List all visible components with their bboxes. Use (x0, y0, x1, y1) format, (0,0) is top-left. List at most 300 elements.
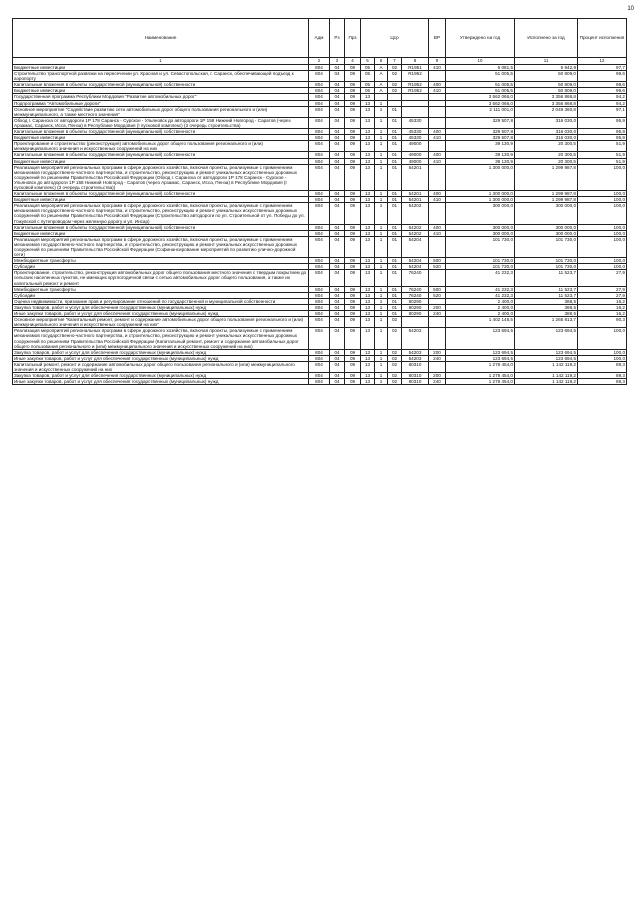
column-number: 9 (429, 58, 446, 65)
cell-csr-subprogram: 1 (375, 236, 388, 257)
cell-prz: 09 (345, 373, 361, 379)
cell-approved: 329 507,8 (446, 129, 515, 135)
cell-csr-event: 02 (388, 373, 402, 379)
cell-csr-program: 05 (361, 71, 375, 82)
cell-csr-program: 13 (361, 129, 375, 135)
cell-executed: 300 000,0 (515, 203, 578, 224)
cell-percent: 94,2 (578, 94, 627, 100)
cell-adm: 804 (309, 203, 330, 224)
cell-csr-program: 05 (361, 82, 375, 88)
cell-approved: 39 130,9 (446, 152, 515, 158)
cell-vr: 400 (429, 129, 446, 135)
cell-name: Подпрограмма "Автомобильные дороги" (13, 100, 309, 106)
cell-vr (429, 106, 446, 117)
cell-csr-subprogram: 1 (375, 224, 388, 230)
header-percent: Процент исполнения (578, 19, 627, 58)
cell-name: Бюджетные инвестиции (13, 88, 309, 94)
table-body (13, 65, 627, 385)
cell-csr-program: 13 (361, 230, 375, 236)
cell-csr-subprogram: 1 (375, 117, 388, 128)
cell-rz: 04 (330, 117, 345, 128)
cell-csr-event: 01 (388, 141, 402, 152)
cell-adm: 804 (309, 71, 330, 82)
cell-executed: 1 299 987,8 (515, 191, 578, 197)
cell-name: Закупка товаров, работ и услуг для обеспечения государственных (муниципальных) нужд (13, 304, 309, 310)
cell-csr-subprogram: 1 (375, 135, 388, 141)
cell-csr-subprogram: 1 (375, 317, 388, 328)
table-row (13, 270, 627, 286)
cell-percent: 100,0 (578, 349, 627, 355)
column-number: 10 (446, 58, 515, 65)
cell-csr-subprogram: 1 (375, 100, 388, 106)
cell-csr-program: 13 (361, 197, 375, 203)
cell-csr-event: 02 (388, 82, 402, 88)
table-row (13, 361, 627, 372)
cell-prz: 09 (345, 141, 361, 152)
cell-csr-direction: 80290 (402, 311, 429, 317)
cell-percent: 51,9 (578, 152, 627, 158)
cell-csr-program: 13 (361, 264, 375, 270)
cell-percent: 100,0 (578, 230, 627, 236)
cell-rz: 04 (330, 197, 345, 203)
cell-rz: 04 (330, 94, 345, 100)
cell-vr (429, 270, 446, 286)
cell-csr-subprogram: А (375, 82, 388, 88)
column-number-row (13, 58, 627, 65)
cell-vr (429, 117, 446, 128)
cell-approved: 1 402 148,5 (446, 317, 515, 328)
cell-csr-event: 01 (388, 258, 402, 264)
cell-csr-program: 13 (361, 203, 375, 224)
cell-csr-subprogram: 1 (375, 152, 388, 158)
cell-vr: 410 (429, 230, 446, 236)
cell-executed: 50 809,0 (515, 71, 578, 82)
table-row (13, 164, 627, 190)
cell-rz: 04 (330, 82, 345, 88)
cell-vr: 520 (429, 264, 446, 270)
cell-approved: 3 562 066,0 (446, 100, 515, 106)
cell-executed: 11 523,7 (515, 270, 578, 286)
cell-csr-subprogram: А (375, 71, 388, 82)
cell-approved: 51 005,5 (446, 88, 515, 94)
cell-executed: 3 356 868,8 (515, 100, 578, 106)
header-vr: ВР (429, 19, 446, 58)
column-number: 2 (309, 58, 330, 65)
cell-executed: 11 523,7 (515, 292, 578, 298)
cell-executed: 123 694,5 (515, 328, 578, 349)
cell-percent: 51,9 (578, 158, 627, 164)
cell-rz: 04 (330, 304, 345, 310)
cell-prz: 09 (345, 129, 361, 135)
cell-executed: 1 142 119,2 (515, 361, 578, 372)
cell-name: Проектирование и строительство (реконструкция) автомобильных дорог общего пользования регионального и (или) межмуниципального значения и искусственных сооружений на них (13, 141, 309, 152)
cell-percent: 16,2 (578, 311, 627, 317)
cell-csr-program: 13 (361, 355, 375, 361)
cell-prz: 09 (345, 191, 361, 197)
cell-name: Межбюджетные трансферты (13, 286, 309, 292)
column-number: 8 (402, 58, 429, 65)
cell-name: Закупка товаров, работ и услуг для обеспечения государственных (муниципальных) нужд (13, 349, 309, 355)
cell-adm: 804 (309, 317, 330, 328)
cell-csr-subprogram: 1 (375, 106, 388, 117)
cell-csr-subprogram: 1 (375, 292, 388, 298)
cell-vr (429, 328, 446, 349)
cell-adm: 804 (309, 82, 330, 88)
cell-csr-subprogram: 1 (375, 373, 388, 379)
cell-approved: 3 562 066,0 (446, 94, 515, 100)
cell-name: Капитальные вложения в объекты государственной (муниципальной) собственности (13, 152, 309, 158)
cell-adm: 804 (309, 191, 330, 197)
cell-vr: 200 (429, 349, 446, 355)
cell-adm: 804 (309, 158, 330, 164)
cell-name: Субсидии (13, 292, 309, 298)
cell-csr-subprogram: 1 (375, 129, 388, 135)
cell-csr-direction: 54201 (402, 197, 429, 203)
cell-prz: 09 (345, 94, 361, 100)
cell-name: Строительство транспортной развязки на пересечении ул. Красная и ул. Севастопольская, г. Саранск, обеспечивающей подъезд к аэропорту (13, 71, 309, 82)
cell-csr-direction: 54202 (402, 203, 429, 224)
column-number: 12 (578, 58, 627, 65)
cell-vr: 410 (429, 158, 446, 164)
cell-adm: 804 (309, 135, 330, 141)
cell-approved: 101 730,0 (446, 258, 515, 264)
cell-approved: 1 300 000,0 (446, 191, 515, 197)
cell-prz: 09 (345, 158, 361, 164)
column-number: 4 (345, 58, 361, 65)
cell-prz: 09 (345, 164, 361, 190)
cell-rz: 04 (330, 203, 345, 224)
cell-csr-program: 05 (361, 65, 375, 71)
cell-vr: 500 (429, 258, 446, 264)
cell-approved: 51 005,5 (446, 82, 515, 88)
cell-rz: 04 (330, 311, 345, 317)
cell-rz: 04 (330, 152, 345, 158)
cell-rz: 04 (330, 88, 345, 94)
cell-name: Реализация мероприятий региональных программ в сфере дорожного хозяйства, включая проекты, реализуемые с применением механизмов государственно-частного партнерства, и строительство, реконструкцию и ремонт уникальных искусственных дорожных сооружений по решениям Правительства Российской Федерации (Строительство автодороги по ул. Строительной от ул. Победы до ул. Гожувской с путепроводом через железную дорогу и ул. Инсар) (13, 203, 309, 224)
cell-adm: 804 (309, 270, 330, 286)
cell-percent: 100,0 (578, 328, 627, 349)
cell-vr (429, 361, 446, 372)
cell-csr-event: 01 (388, 236, 402, 257)
cell-rz: 04 (330, 373, 345, 379)
cell-executed: 101 730,0 (515, 258, 578, 264)
cell-executed: 1 142 119,2 (515, 379, 578, 385)
cell-executed: 5 942,9 (515, 65, 578, 71)
cell-adm: 804 (309, 292, 330, 298)
cell-percent: 89,3 (578, 361, 627, 372)
cell-prz: 09 (345, 328, 361, 349)
cell-rz: 04 (330, 270, 345, 286)
cell-csr-subprogram: 1 (375, 164, 388, 190)
cell-rz: 04 (330, 258, 345, 264)
cell-csr-event: 02 (388, 349, 402, 355)
cell-csr-direction: 45330 (402, 129, 429, 135)
header-prz: Прз (345, 19, 361, 58)
cell-rz: 04 (330, 129, 345, 135)
cell-csr-event: 01 (388, 264, 402, 270)
cell-name: Бюджетные инвестиции (13, 158, 309, 164)
cell-csr-program: 13 (361, 361, 375, 372)
cell-csr-direction: 49000 (402, 152, 429, 158)
cell-adm: 804 (309, 311, 330, 317)
cell-percent: 100,0 (578, 197, 627, 203)
header-csr: Цср (361, 19, 429, 58)
cell-executed: 1 299 987,8 (515, 197, 578, 203)
cell-csr-program: 13 (361, 106, 375, 117)
header-name: Наименование (13, 19, 309, 58)
cell-prz: 09 (345, 292, 361, 298)
cell-approved: 101 730,0 (446, 264, 515, 270)
cell-csr-program: 13 (361, 135, 375, 141)
cell-name: Бюджетные инвестиции (13, 135, 309, 141)
cell-adm: 804 (309, 141, 330, 152)
cell-csr-program: 13 (361, 317, 375, 328)
cell-executed: 3 356 868,8 (515, 94, 578, 100)
cell-csr-event: 01 (388, 197, 402, 203)
cell-approved: 2 400,0 (446, 311, 515, 317)
cell-csr-direction: 54204 (402, 258, 429, 264)
cell-executed: 123 694,5 (515, 349, 578, 355)
cell-approved: 39 130,9 (446, 158, 515, 164)
cell-prz: 09 (345, 203, 361, 224)
cell-name: Государственная программа Республики Мордовия "Развитие автомобильных дорог" (13, 94, 309, 100)
cell-csr-program: 13 (361, 292, 375, 298)
cell-csr-direction: 80310 (402, 361, 429, 372)
cell-name: Иные закупки товаров, работ и услуг для обеспечения государственных (муниципальных) нужд (13, 311, 309, 317)
cell-approved: 51 005,5 (446, 71, 515, 82)
table-row (13, 317, 627, 328)
cell-name: Капитальные вложения в объекты государственной (муниципальной) собственности (13, 191, 309, 197)
cell-prz: 09 (345, 349, 361, 355)
cell-percent: 100,0 (578, 224, 627, 230)
cell-rz: 04 (330, 328, 345, 349)
cell-csr-event: 02 (388, 88, 402, 94)
cell-executed: 2 049 360,8 (515, 106, 578, 117)
header-approved: Утверждено на год (446, 19, 515, 58)
header-executed: Исполнено за год (515, 19, 578, 58)
cell-csr-event: 01 (388, 298, 402, 304)
cell-adm: 804 (309, 304, 330, 310)
cell-csr-direction: R1952 (402, 88, 429, 94)
cell-prz: 09 (345, 304, 361, 310)
cell-approved: 41 232,3 (446, 292, 515, 298)
cell-approved: 300 000,0 (446, 203, 515, 224)
cell-rz: 04 (330, 292, 345, 298)
cell-approved: 2 111 001,0 (446, 106, 515, 117)
cell-percent: 90,3 (578, 317, 627, 328)
cell-csr-program: 13 (361, 311, 375, 317)
cell-executed: 101 730,0 (515, 236, 578, 257)
cell-prz: 09 (345, 224, 361, 230)
cell-prz: 09 (345, 117, 361, 128)
cell-rz: 04 (330, 135, 345, 141)
cell-percent: 99,6 (578, 71, 627, 82)
cell-prz: 09 (345, 317, 361, 328)
cell-approved: 123 694,5 (446, 349, 515, 355)
cell-csr-event: 02 (388, 65, 402, 71)
cell-percent: 97,7 (578, 65, 627, 71)
cell-name: Межбюджетные трансферты (13, 258, 309, 264)
cell-rz: 04 (330, 158, 345, 164)
cell-vr (429, 164, 446, 190)
cell-csr-direction: 45330 (402, 117, 429, 128)
cell-rz: 04 (330, 286, 345, 292)
cell-vr: 200 (429, 304, 446, 310)
cell-vr (429, 71, 446, 82)
cell-approved: 41 232,3 (446, 286, 515, 292)
cell-prz: 09 (345, 258, 361, 264)
cell-name: Оценка недвижимости, признание прав и регулирование отношений по государственной и муниципальной собственности (13, 298, 309, 304)
cell-csr-direction: 54203 (402, 349, 429, 355)
cell-percent: 99,6 (578, 88, 627, 94)
cell-vr (429, 317, 446, 328)
page-number: 10 (627, 6, 634, 12)
cell-approved: 123 694,5 (446, 355, 515, 361)
cell-rz: 04 (330, 264, 345, 270)
cell-csr-subprogram: 1 (375, 264, 388, 270)
cell-rz: 04 (330, 361, 345, 372)
cell-csr-program: 13 (361, 304, 375, 310)
cell-csr-direction: 76240 (402, 270, 429, 286)
cell-adm: 804 (309, 224, 330, 230)
cell-csr-program: 13 (361, 164, 375, 190)
cell-csr-program: 13 (361, 152, 375, 158)
cell-csr-subprogram: 1 (375, 258, 388, 264)
table-row (13, 236, 627, 257)
table-row (13, 71, 627, 82)
cell-csr-event: 01 (388, 135, 402, 141)
cell-prz: 09 (345, 286, 361, 292)
cell-approved: 2 400,0 (446, 298, 515, 304)
cell-name: Проектирование, строительство, реконструкция автомобильных дорог общего пользования местного значения с твердым покрытием до сельских населенных пунктов, не имеющих круглогодичной связи с сетью автомобильных дорог общего пользования, а также их капитальный ремонт и ремонт (13, 270, 309, 286)
cell-name: Реализация мероприятий региональных программ в сфере дорожного хозяйства, включая проекты, реализуемые с применением механизмов государственно-частного партнерства, и строительство, реконструкцию и ремонт уникальных искусственных дорожных сооружений по решениям Правительства Российской Федерации (Софинансирование мероприятий по развитию улично-дорожной сети) (13, 236, 309, 257)
cell-csr-subprogram: 1 (375, 379, 388, 385)
cell-csr-event: 01 (388, 270, 402, 286)
cell-executed: 300 000,0 (515, 230, 578, 236)
cell-csr-direction: R1952 (402, 71, 429, 82)
cell-csr-event: 01 (388, 129, 402, 135)
cell-prz: 09 (345, 88, 361, 94)
table-row (13, 203, 627, 224)
cell-executed: 300 000,0 (515, 224, 578, 230)
cell-percent: 27,9 (578, 286, 627, 292)
cell-csr-program: 13 (361, 258, 375, 264)
cell-rz: 04 (330, 236, 345, 257)
cell-rz: 04 (330, 65, 345, 71)
cell-rz: 04 (330, 100, 345, 106)
cell-adm: 804 (309, 100, 330, 106)
cell-csr-event: 01 (388, 286, 402, 292)
cell-percent: 100,0 (578, 164, 627, 190)
cell-csr-event: 01 (388, 191, 402, 197)
cell-approved: 39 130,9 (446, 141, 515, 152)
cell-adm: 804 (309, 361, 330, 372)
cell-csr-subprogram: 1 (375, 230, 388, 236)
cell-csr-subprogram: 1 (375, 328, 388, 349)
cell-prz: 09 (345, 230, 361, 236)
cell-adm: 804 (309, 88, 330, 94)
cell-csr-direction: 54202 (402, 230, 429, 236)
column-number: 5 (361, 58, 375, 65)
cell-vr: 410 (429, 197, 446, 203)
cell-csr-program: 13 (361, 141, 375, 152)
cell-csr-subprogram: 1 (375, 304, 388, 310)
cell-name: Иные закупки товаров, работ и услуг для обеспечения государственных (муниципальных) нужд (13, 379, 309, 385)
cell-csr-direction: 49000 (402, 141, 429, 152)
table-row (13, 106, 627, 117)
cell-csr-program: 13 (361, 328, 375, 349)
cell-executed: 1 265 813,7 (515, 317, 578, 328)
cell-executed: 50 809,0 (515, 88, 578, 94)
cell-csr-program: 13 (361, 298, 375, 304)
cell-executed: 20 300,5 (515, 158, 578, 164)
cell-csr-subprogram: 1 (375, 141, 388, 152)
cell-percent: 89,3 (578, 379, 627, 385)
cell-csr-event: 01 (388, 292, 402, 298)
cell-approved: 1 300 000,0 (446, 164, 515, 190)
cell-csr-program: 13 (361, 117, 375, 128)
column-number: 1 (13, 58, 309, 65)
cell-adm: 804 (309, 129, 330, 135)
cell-rz: 04 (330, 355, 345, 361)
cell-rz: 04 (330, 164, 345, 190)
cell-prz: 09 (345, 236, 361, 257)
cell-vr: 200 (429, 373, 446, 379)
cell-csr-direction: 54203 (402, 328, 429, 349)
cell-approved: 300 000,0 (446, 230, 515, 236)
cell-csr-subprogram: 1 (375, 286, 388, 292)
cell-adm: 804 (309, 164, 330, 190)
table-row (13, 141, 627, 152)
cell-approved: 1 278 454,0 (446, 379, 515, 385)
cell-executed: 101 730,0 (515, 264, 578, 270)
cell-executed: 1 142 119,2 (515, 373, 578, 379)
cell-percent: 95,9 (578, 129, 627, 135)
cell-name: Основное мероприятие "Капитальный ремонт, ремонт и содержание автомобильных дорог общего пользования регионального и (или) межмуниципального значения и искусственных сооружений на них" (13, 317, 309, 328)
cell-percent: 51,9 (578, 141, 627, 152)
cell-adm: 804 (309, 117, 330, 128)
table-row (13, 117, 627, 128)
cell-rz: 04 (330, 349, 345, 355)
cell-adm: 804 (309, 286, 330, 292)
cell-executed: 316 030,0 (515, 129, 578, 135)
cell-csr-event: 02 (388, 71, 402, 82)
cell-csr-direction (402, 317, 429, 328)
cell-vr: 410 (429, 88, 446, 94)
cell-csr-program: 13 (361, 236, 375, 257)
cell-csr-event: 01 (388, 311, 402, 317)
cell-name: Реализация мероприятий региональных программ в сфере дорожного хозяйства, включая проекты, реализуемые с применением механизмов государственно-частного партнерства, и строительство, реконструкцию и ремонт уникальных искусственных дорожных сооружений по решениям Правительства Российской Федерации (Обход г. Саранска от автодороги 1Р 178 Саранск - Сурское - Ульяновск до автодороги 1Р 158 Нижний Новгород - Саратов (через Арзамас, Саранск, Исса, Пенза) в Республике Мордовия (I пусковой комплекс) (3 очередь строительства)) (13, 164, 309, 190)
header-adm: Адм (309, 19, 330, 58)
cell-csr-event: 01 (388, 106, 402, 117)
cell-adm: 804 (309, 349, 330, 355)
cell-prz: 09 (345, 298, 361, 304)
cell-prz: 09 (345, 197, 361, 203)
cell-csr-program: 13 (361, 94, 375, 100)
cell-prz: 09 (345, 106, 361, 117)
cell-executed: 1 299 987,8 (515, 164, 578, 190)
cell-prz: 09 (345, 71, 361, 82)
cell-executed: 316 030,0 (515, 117, 578, 128)
cell-rz: 04 (330, 141, 345, 152)
cell-name: Бюджетные инвестиции (13, 65, 309, 71)
cell-name: Реализация мероприятий региональных программ в сфере дорожного хозяйства, включая проекты, реализуемые с применением механизмов государственно-частного партнерства, и строительство, реконструкцию и ремонт уникальных искусственных дорожных сооружений по решениям Правительства Российской Федерации (Капитальный ремонт, ремонт и содержание автомобильных дорог общего пользования регионального и (или) межмуниципального значения и искусственных сооружений на них) (13, 328, 309, 349)
cell-adm: 804 (309, 355, 330, 361)
cell-csr-direction: 54203 (402, 355, 429, 361)
cell-csr-subprogram: 1 (375, 191, 388, 197)
cell-csr-event: 01 (388, 224, 402, 230)
cell-csr-program: 13 (361, 100, 375, 106)
